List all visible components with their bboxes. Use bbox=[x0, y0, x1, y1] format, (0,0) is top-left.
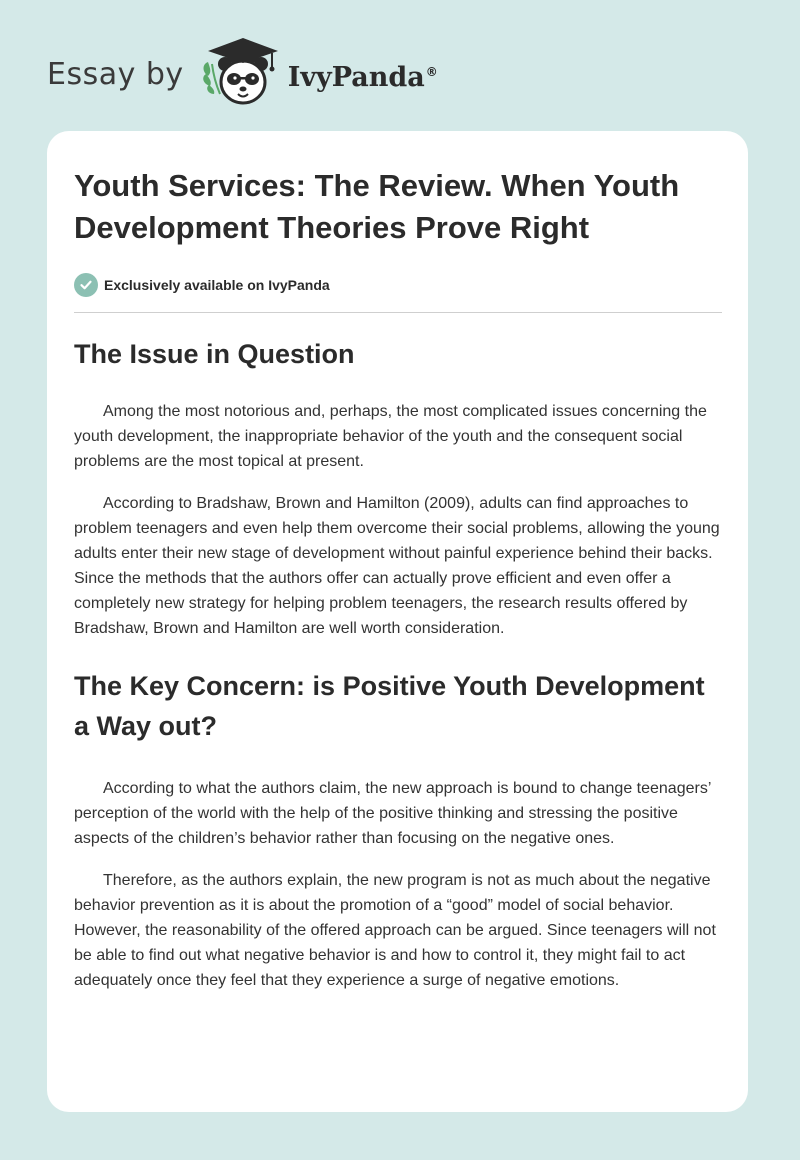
brand-name-text: IvyPanda bbox=[287, 61, 425, 93]
paragraph: Among the most notorious and, perhaps, the most complicated issues concerning the youth development, the inappropriate behavior of the youth and the consequent social problems are the most topical at present. bbox=[74, 403, 707, 470]
essay-card bbox=[47, 131, 748, 1112]
check-badge-icon bbox=[74, 273, 98, 297]
exclusive-label: Exclusively available on IvyPanda bbox=[104, 277, 330, 293]
section-heading: The Issue in Question bbox=[74, 339, 355, 369]
section-heading: The Key Concern: is Positive Youth Development a Way out? bbox=[74, 671, 705, 741]
registered-mark: ® bbox=[425, 64, 438, 79]
essay-title: Youth Services: The Review. When Youth Development Theories Prove Right bbox=[74, 168, 680, 245]
paragraph: According to what the authors claim, the new approach is bound to change teenagers’ perception of the world with the help of the positive thinking and stressing the positive aspects of the children’s behavior rather than focusing on the negative ones. bbox=[74, 780, 711, 847]
panda-graduate-icon[interactable] bbox=[198, 34, 284, 114]
paragraph: Therefore, as the authors explain, the new program is not as much about the negative behavior prevention as it is about the promotion of a “good” model of social behavior. However, the reasonability of the offered approach can be argued. Since teenagers will not be able to find out what negative behavior is and how to control it, they might fail to act adequately once they feel that they experience a surge of negative emotions. bbox=[74, 872, 716, 989]
site-header bbox=[47, 34, 438, 114]
essay-by-label: Essay by bbox=[47, 56, 184, 92]
brand-name[interactable] bbox=[288, 62, 438, 93]
title-divider bbox=[74, 312, 722, 313]
exclusive-notice bbox=[74, 272, 722, 298]
paragraph: According to Bradshaw, Brown and Hamilton (2009), adults can find approaches to problem teenagers and even help them overcome their social problems, allowing the young adults enter their new stage of development without painful experience behind their backs. Since the methods that the authors offer can actually prove efficient and even offer a completely new strategy for helping problem teenagers, the research results offered by Bradshaw, Brown and Hamilton are well worth consideration. bbox=[74, 495, 720, 637]
